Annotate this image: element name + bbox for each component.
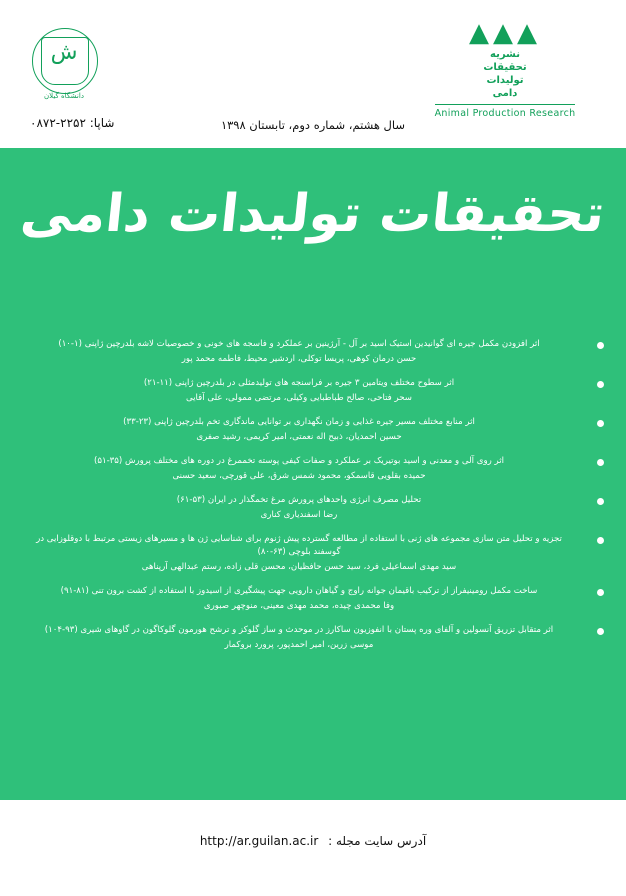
issue-info: سال هشتم، شماره دوم، تابستان ۱۳۹۸ <box>220 118 406 132</box>
cow-silhouettes-icon: ▲▲▲ <box>469 18 541 48</box>
article-authors: رضا اسفندیاری کناری <box>260 510 338 520</box>
bullet-icon <box>597 537 604 544</box>
article-authors: حمیده بقلویی قاسمکو، محمود شمس شرق، علی قورچی، سعید حسنی <box>172 471 426 481</box>
bullet-icon <box>597 589 604 596</box>
bullet-icon <box>597 459 604 466</box>
article-authors: حسن درمان کوهی، پریسا توکلی، اردشیر محیط، فاطمه محمد پور <box>181 354 417 364</box>
article-title: اثر افزودن مکمل جیره ای گوانیدین استیک اسید بر آل - آرژینین بر عملکرد و فاسجه های خونی و خصوصیات لاشه بلدرچین ژاپنی (۱-۱۰) <box>58 339 540 349</box>
article-title: تجزیه و تحلیل متن سازی مجموعه های ژنی با استفاده از مطالعه گسترده پیش ژنوم برای شناسایی ژن ها و مسیرهای زیستی مرتبط با دوقلوزایی در گوسفند بلوچی (۶۳-۸۰) <box>36 534 562 557</box>
article-authors: حسین احمدیان، ذبیح اله نعمتی، امیر کریمی، رشید صفری <box>196 432 402 442</box>
journal-logo-line4: دامی <box>492 88 518 99</box>
page-title <box>0 184 626 244</box>
article-authors: سید مهدی اسماعیلی فرد، سید حسن حافظیان، محسن قلی زاده، رستم عبدالهی آرپناهی <box>141 562 457 572</box>
list-item[interactable] <box>14 416 604 444</box>
bullet-icon <box>597 498 604 505</box>
list-item[interactable] <box>14 533 604 574</box>
article-title: اثر منابع مختلف مسیر جیره غذایی و زمان نگهداری بر توانایی ماندگاری تخم بلدرچین ژاپنی (۲۳-۳۳) <box>123 417 475 427</box>
cover-footer <box>0 800 626 896</box>
article-title: اثر روی آلی و معدنی و اسید بوتیریک بر عملکرد و صفات کیفی پوسته تخممرغ در دوره های مختلف پرورش (۳۵-۵۱) <box>93 456 505 466</box>
university-seal-icon <box>28 22 102 110</box>
bullet-icon <box>597 628 604 635</box>
journal-logo <box>410 18 600 119</box>
article-title: اثر سطوح مختلف ویتامین ۳ جیره بر فراسنجه های تولیدمثلی در بلدرچین ژاپنی (۱۱-۲۱) <box>143 378 455 388</box>
site-label: آدرس سایت مجله : <box>328 834 427 848</box>
article-authors: موسی زرین، امیر احمدپور، پرورد بروکمار <box>224 640 374 650</box>
journal-website-line <box>0 834 626 848</box>
journal-title: تحقیقات تولیدات دامی <box>18 184 608 244</box>
journal-logo-english: Animal Production Research <box>435 104 576 119</box>
cover-header <box>0 0 626 148</box>
journal-logo-line1: نشریه <box>490 49 520 60</box>
article-authors: وفا محمدی چیده، محمد مهدی معینی، منوچهر صبوری <box>203 601 395 611</box>
journal-logo-line2: تحقیقات <box>483 62 527 73</box>
article-title: اثر متقابل تزریق آنسولین و آلفای وره پستان با انفوزیون ساکارز در موحدث و ساز گلوکز و ترشح هورمون گلوکاگون در گاوهای شیری (۹۳-۱۰۴) <box>44 625 554 635</box>
seal-label: دانشگاه گیلان <box>44 92 84 100</box>
bullet-icon <box>597 420 604 427</box>
bullet-icon <box>597 381 604 388</box>
issn-label: شاپا: ۲۲۵۲-۰۸۷۲ <box>30 116 115 130</box>
article-authors: سحر فتاحی، صالح طباطبایی وکیلی، مرتضی ممولی، علی آقایی <box>186 393 412 403</box>
bullet-icon <box>597 342 604 349</box>
list-item[interactable] <box>14 585 604 613</box>
cover-green-panel <box>0 148 626 800</box>
journal-logo-line3: تولیدات <box>486 75 524 86</box>
list-item[interactable] <box>14 338 604 366</box>
article-title: ساخت مکمل رومینیفراز از ترکیب باقیمان جوانه راوج و گیاهان دارویی جهت پیشگیری از اسیدوز با استفاده از کشت برون تنی (۸۱-۹۱) <box>60 586 538 596</box>
table-of-contents <box>0 338 626 663</box>
list-item[interactable] <box>14 494 604 522</box>
seal-glyph: ش <box>50 40 78 65</box>
site-url-link[interactable]: http://ar.guilan.ac.ir <box>199 834 319 848</box>
list-item[interactable] <box>14 624 604 652</box>
list-item[interactable] <box>14 455 604 483</box>
article-title: تحلیل مصرف انرژی واحدهای پرورش مرغ تخمگذار در ایران (۵۳-۶۱) <box>176 495 422 505</box>
list-item[interactable] <box>14 377 604 405</box>
